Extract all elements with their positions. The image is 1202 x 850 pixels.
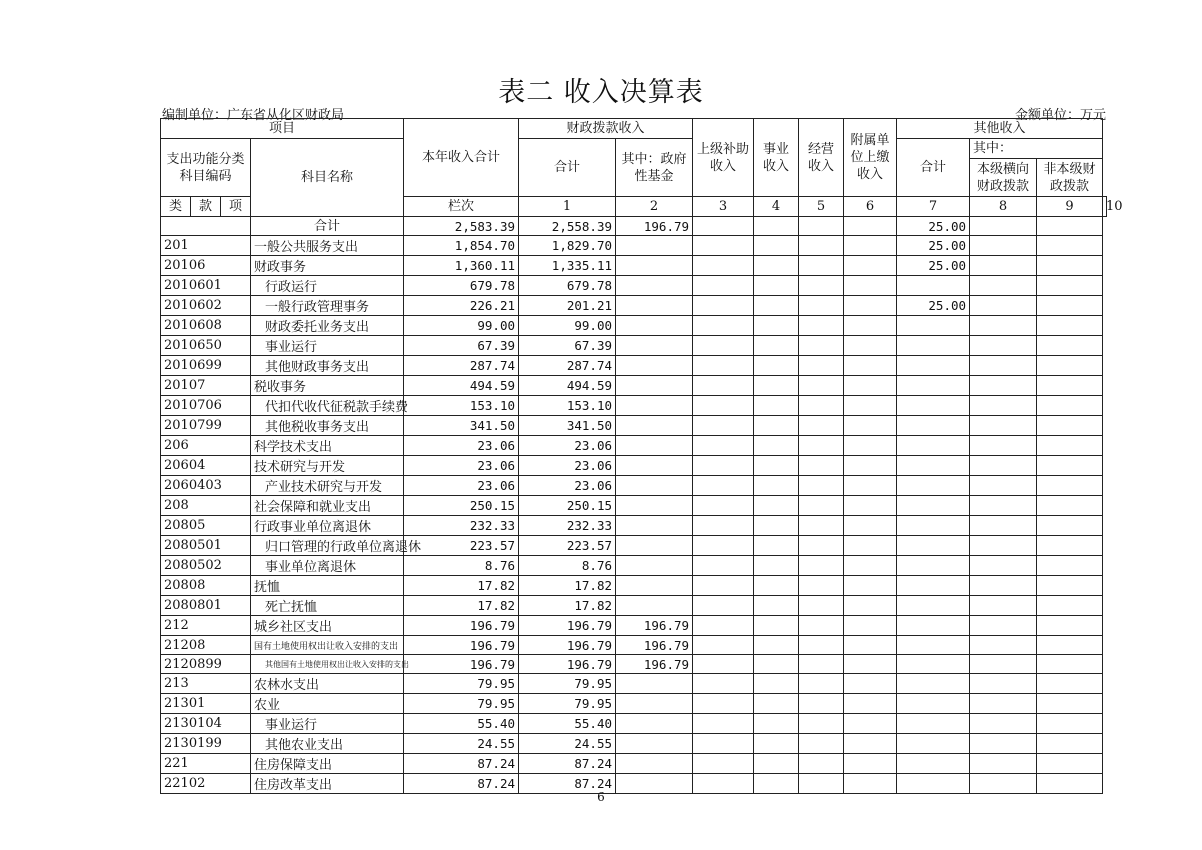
subject-code: 2010650 (161, 336, 251, 356)
total-v8: 25.00 (897, 217, 970, 236)
cell-gov-fund (616, 694, 693, 714)
cell-total-income: 23.06 (404, 436, 519, 456)
cell-total-income: 87.24 (404, 774, 519, 794)
cell-fiscal-total: 250.15 (519, 496, 616, 516)
table-row (161, 576, 1107, 596)
cell-fiscal-total: 24.55 (519, 734, 616, 754)
cell-total-income: 67.39 (404, 336, 519, 356)
cell-total-income: 196.79 (404, 616, 519, 636)
header-kuan: 款 (191, 197, 221, 217)
subject-code: 2120899 (161, 655, 251, 674)
subject-code: 213 (161, 674, 251, 694)
cell-fiscal-total: 223.57 (519, 536, 616, 556)
subject-code: 20808 (161, 576, 251, 596)
cell-other-total (897, 456, 970, 476)
cell-fiscal-total: 232.33 (519, 516, 616, 536)
cell-other-total (897, 694, 970, 714)
cell-gov-fund (616, 596, 693, 616)
cell-total-income: 17.82 (404, 596, 519, 616)
cell-other-total: 25.00 (897, 236, 970, 256)
table-row (161, 236, 1107, 256)
cell-total-income: 232.33 (404, 516, 519, 536)
cell-fiscal-total: 679.78 (519, 276, 616, 296)
col-num-5: 5 (799, 197, 844, 217)
col-num-7: 7 (897, 197, 970, 217)
subject-name: 其他税收事务支出 (251, 416, 404, 436)
col-num-10: 10 (1103, 197, 1107, 217)
table-row (161, 496, 1107, 516)
subject-code: 221 (161, 754, 251, 774)
cell-total-income: 196.79 (404, 636, 519, 655)
table-row (161, 616, 1107, 636)
table-row (161, 436, 1107, 456)
cell-other-total (897, 356, 970, 376)
cell-total-income: 87.24 (404, 754, 519, 774)
subject-name: 事业运行 (251, 714, 404, 734)
cell-fiscal-total: 23.06 (519, 436, 616, 456)
cell-other-total (897, 576, 970, 596)
table-row (161, 734, 1107, 754)
subject-name: 事业单位离退休 (251, 556, 404, 576)
subject-code: 2080501 (161, 536, 251, 556)
cell-total-income: 23.06 (404, 456, 519, 476)
subject-name: 科学技术支出 (251, 436, 404, 456)
cell-fiscal-total: 153.10 (519, 396, 616, 416)
subject-code: 2130199 (161, 734, 251, 754)
total-row (161, 217, 1107, 236)
table-row (161, 754, 1107, 774)
header-fiscal-total: 合计 (519, 139, 616, 197)
subject-name: 事业运行 (251, 336, 404, 356)
cell-other-total (897, 316, 970, 336)
col-num-6: 6 (844, 197, 897, 217)
subject-code: 2010699 (161, 356, 251, 376)
cell-gov-fund: 196.79 (616, 636, 693, 655)
cell-fiscal-total: 67.39 (519, 336, 616, 356)
cell-gov-fund (616, 734, 693, 754)
cell-other-total (897, 556, 970, 576)
subject-name: 农业 (251, 694, 404, 714)
cell-gov-fund (616, 536, 693, 556)
subject-code: 20805 (161, 516, 251, 536)
subject-name: 行政事业单位离退休 (251, 516, 404, 536)
header-same-level: 本级横向财政拨款 (970, 159, 1037, 197)
table-row (161, 536, 1107, 556)
cell-other-total (897, 536, 970, 556)
cell-total-income: 250.15 (404, 496, 519, 516)
cell-total-income: 494.59 (404, 376, 519, 396)
cell-fiscal-total: 1,829.70 (519, 236, 616, 256)
header-gov-fund: 其中：政府性基金 (616, 139, 693, 197)
subject-name: 其他农业支出 (251, 734, 404, 754)
table-row (161, 336, 1107, 356)
cell-fiscal-total: 23.06 (519, 456, 616, 476)
compiling-unit: 编制单位：广东省从化区财政局 (162, 108, 345, 123)
cell-gov-fund (616, 576, 693, 596)
header-total-income: 本年收入合计 (404, 119, 519, 197)
header-business-income: 事业收入 (754, 119, 799, 197)
total-label: 合计 (251, 217, 404, 236)
cell-other-total (897, 516, 970, 536)
cell-gov-fund: 196.79 (616, 655, 693, 674)
table-row (161, 456, 1107, 476)
col-num-9: 9 (1037, 197, 1103, 217)
table-row (161, 276, 1107, 296)
table-row (161, 714, 1107, 734)
amount-unit: 金额单位：万元 (1014, 108, 1106, 123)
table-row (161, 316, 1107, 336)
header-func-code: 支出功能分类科目编码 (161, 139, 251, 197)
cell-fiscal-total: 55.40 (519, 714, 616, 734)
table-row (161, 596, 1107, 616)
cell-gov-fund (616, 476, 693, 496)
header-other-income: 其他收入 (897, 119, 1103, 139)
subject-name: 死亡抚恤 (251, 596, 404, 616)
header-lanci: 栏次 (404, 197, 519, 217)
cell-fiscal-total: 17.82 (519, 576, 616, 596)
subject-name: 技术研究与开发 (251, 456, 404, 476)
cell-fiscal-total: 201.21 (519, 296, 616, 316)
subject-code: 201 (161, 236, 251, 256)
cell-fiscal-total: 17.82 (519, 596, 616, 616)
cell-gov-fund (616, 714, 693, 734)
cell-total-income: 79.95 (404, 694, 519, 714)
col-num-8: 8 (970, 197, 1037, 217)
table-row (161, 674, 1107, 694)
subject-name: 财政事务 (251, 256, 404, 276)
header-other-total: 合计 (897, 139, 970, 197)
cell-gov-fund (616, 356, 693, 376)
cell-total-income: 55.40 (404, 714, 519, 734)
cell-fiscal-total: 99.00 (519, 316, 616, 336)
table-row (161, 256, 1107, 276)
cell-gov-fund (616, 754, 693, 774)
table-row (161, 296, 1107, 316)
header-affiliated-income: 附属单位上缴收入 (844, 119, 897, 197)
table-header (161, 119, 1123, 217)
subject-name: 社会保障和就业支出 (251, 496, 404, 516)
subject-code: 2010602 (161, 296, 251, 316)
subject-code: 208 (161, 496, 251, 516)
cell-total-income: 8.76 (404, 556, 519, 576)
subject-code: 22102 (161, 774, 251, 794)
table-row (161, 356, 1107, 376)
table-row (161, 516, 1107, 536)
table-row (161, 694, 1107, 714)
subject-name: 住房保障支出 (251, 754, 404, 774)
cell-gov-fund (616, 316, 693, 336)
cell-fiscal-total: 341.50 (519, 416, 616, 436)
cell-other-total (897, 596, 970, 616)
cell-gov-fund (616, 496, 693, 516)
table-row (161, 396, 1107, 416)
header-lei: 类 (161, 197, 191, 217)
subject-name: 财政委托业务支出 (251, 316, 404, 336)
cell-gov-fund (616, 456, 693, 476)
subject-name: 行政运行 (251, 276, 404, 296)
income-settlement-table (160, 118, 1123, 794)
cell-other-total (897, 754, 970, 774)
table-row (161, 376, 1107, 396)
cell-fiscal-total: 79.95 (519, 694, 616, 714)
cell-fiscal-total: 196.79 (519, 616, 616, 636)
table-body (161, 217, 1107, 794)
subject-name: 一般公共服务支出 (251, 236, 404, 256)
table-row (161, 556, 1107, 576)
header-xiang: 项 (221, 197, 251, 217)
cell-other-total (897, 655, 970, 674)
subject-code: 21208 (161, 636, 251, 655)
cell-gov-fund: 196.79 (616, 616, 693, 636)
cell-total-income: 99.00 (404, 316, 519, 336)
subject-code: 2010601 (161, 276, 251, 296)
cell-gov-fund (616, 436, 693, 456)
cell-total-income: 1,854.70 (404, 236, 519, 256)
col-num-2: 2 (616, 197, 693, 217)
cell-other-total (897, 476, 970, 496)
cell-other-total (897, 616, 970, 636)
subject-name: 住房改革支出 (251, 774, 404, 794)
cell-gov-fund (616, 276, 693, 296)
cell-other-total (897, 276, 970, 296)
header-fiscal-allocation: 财政拨款收入 (519, 119, 693, 139)
cell-fiscal-total: 287.74 (519, 356, 616, 376)
subject-code: 2060403 (161, 476, 251, 496)
total-v3: 196.79 (616, 217, 693, 236)
total-v2: 2,558.39 (519, 217, 616, 236)
subject-name: 其他财政事务支出 (251, 356, 404, 376)
cell-total-income: 679.78 (404, 276, 519, 296)
cell-fiscal-total: 23.06 (519, 476, 616, 496)
header-non-same-level: 非本级财政拨款 (1037, 159, 1103, 197)
subject-name: 其他国有土地使用权出让收入安排的支出 (251, 655, 404, 674)
total-v1: 2,583.39 (404, 217, 519, 236)
subject-name: 代扣代收代征税款手续费 (251, 396, 404, 416)
subject-code: 2130104 (161, 714, 251, 734)
cell-fiscal-total: 8.76 (519, 556, 616, 576)
subject-code: 20106 (161, 256, 251, 276)
cell-other-total (897, 496, 970, 516)
subject-code: 20604 (161, 456, 251, 476)
subject-name: 农林水支出 (251, 674, 404, 694)
cell-gov-fund (616, 396, 693, 416)
table-row (161, 655, 1107, 674)
cell-gov-fund (616, 236, 693, 256)
subject-code: 2010608 (161, 316, 251, 336)
cell-gov-fund (616, 674, 693, 694)
cell-total-income: 24.55 (404, 734, 519, 754)
cell-fiscal-total: 196.79 (519, 636, 616, 655)
header-superior-subsidy: 上级补助收入 (693, 119, 754, 197)
cell-other-total (897, 436, 970, 456)
cell-total-income: 341.50 (404, 416, 519, 436)
table-row (161, 636, 1107, 655)
cell-total-income: 79.95 (404, 674, 519, 694)
subject-name: 税收事务 (251, 376, 404, 396)
table-row (161, 476, 1107, 496)
subject-name: 城乡社区支出 (251, 616, 404, 636)
cell-total-income: 287.74 (404, 356, 519, 376)
cell-other-total (897, 416, 970, 436)
cell-total-income: 153.10 (404, 396, 519, 416)
subject-name: 国有土地使用权出让收入安排的支出 (251, 636, 404, 655)
col-num-4: 4 (754, 197, 799, 217)
cell-fiscal-total: 494.59 (519, 376, 616, 396)
cell-other-total (897, 396, 970, 416)
header-xiangmu: 项目 (161, 119, 404, 139)
header-subject-name: 科目名称 (251, 139, 404, 217)
cell-gov-fund (616, 556, 693, 576)
subject-name: 一般行政管理事务 (251, 296, 404, 316)
cell-other-total (897, 636, 970, 655)
subject-name: 抚恤 (251, 576, 404, 596)
cell-other-total (897, 336, 970, 356)
subject-code: 2080801 (161, 596, 251, 616)
subject-name: 产业技术研究与开发 (251, 476, 404, 496)
subject-name: 归口管理的行政单位离退休 (251, 536, 404, 556)
cell-other-total: 25.00 (897, 296, 970, 316)
cell-fiscal-total: 87.24 (519, 754, 616, 774)
cell-other-total (897, 714, 970, 734)
cell-total-income: 226.21 (404, 296, 519, 316)
cell-gov-fund (616, 296, 693, 316)
subject-code: 2010706 (161, 396, 251, 416)
cell-total-income: 196.79 (404, 655, 519, 674)
cell-other-total (897, 376, 970, 396)
col-num-1: 1 (519, 197, 616, 217)
subject-code: 212 (161, 616, 251, 636)
subject-code: 20107 (161, 376, 251, 396)
subject-code: 206 (161, 436, 251, 456)
cell-gov-fund (616, 256, 693, 276)
cell-other-total (897, 734, 970, 754)
subject-code: 2010799 (161, 416, 251, 436)
cell-fiscal-total: 1,335.11 (519, 256, 616, 276)
table-row (161, 416, 1107, 436)
cell-gov-fund (616, 516, 693, 536)
col-num-3: 3 (693, 197, 754, 217)
cell-fiscal-total: 87.24 (519, 774, 616, 794)
cell-other-total: 25.00 (897, 256, 970, 276)
subject-code: 21301 (161, 694, 251, 714)
page-title: 表二 收入决算表 (498, 77, 704, 108)
cell-fiscal-total: 79.95 (519, 674, 616, 694)
header-operating-income: 经营收入 (799, 119, 844, 197)
header-other-of-which: 其中： (970, 139, 1103, 159)
cell-gov-fund (616, 416, 693, 436)
cell-gov-fund (616, 336, 693, 356)
page-number: 6 (597, 790, 605, 804)
cell-gov-fund (616, 376, 693, 396)
cell-total-income: 1,360.11 (404, 256, 519, 276)
subject-code: 2080502 (161, 556, 251, 576)
cell-total-income: 223.57 (404, 536, 519, 556)
cell-total-income: 23.06 (404, 476, 519, 496)
cell-other-total (897, 674, 970, 694)
cell-fiscal-total: 196.79 (519, 655, 616, 674)
cell-total-income: 17.82 (404, 576, 519, 596)
